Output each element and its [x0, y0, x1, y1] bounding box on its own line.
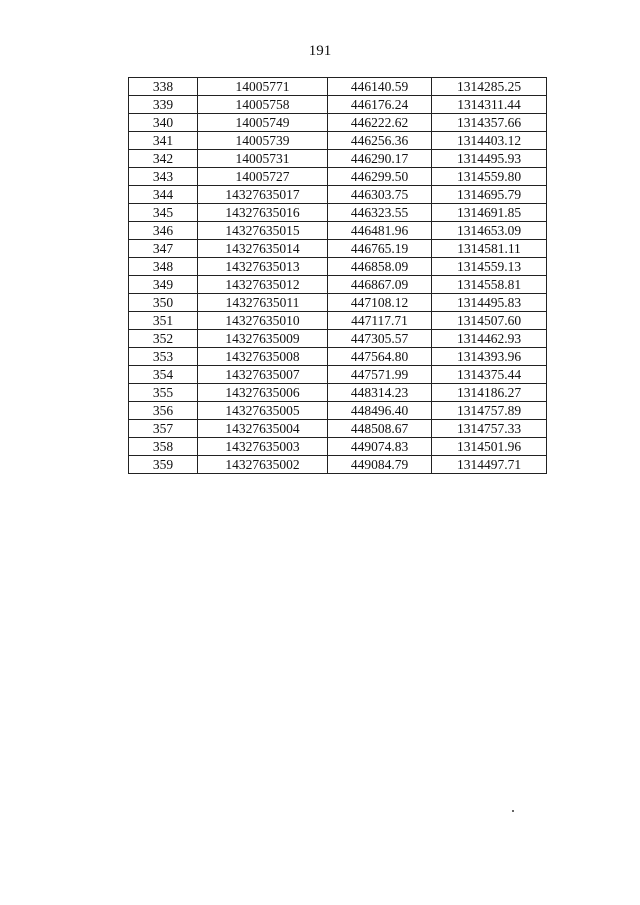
point-id-cell: 14005749: [198, 114, 328, 132]
point-number-cell: 352: [129, 330, 198, 348]
table-row: [129, 222, 547, 240]
point-number-cell: 349: [129, 276, 198, 294]
scan-dot: [512, 810, 514, 812]
table-row: [129, 204, 547, 222]
x-coordinate-cell: 448496.40: [328, 402, 432, 420]
point-number-cell: 355: [129, 384, 198, 402]
point-number-cell: 348: [129, 258, 198, 276]
point-id-cell: 14327635012: [198, 276, 328, 294]
point-id-cell: 14327635005: [198, 402, 328, 420]
point-id-cell: 14327635010: [198, 312, 328, 330]
y-coordinate-cell: 1314375.44: [432, 366, 547, 384]
table-body: [129, 78, 547, 474]
table-row: [129, 168, 547, 186]
y-coordinate-cell: 1314757.89: [432, 402, 547, 420]
point-number-cell: 342: [129, 150, 198, 168]
y-coordinate-cell: 1314311.44: [432, 96, 547, 114]
table-row: [129, 438, 547, 456]
x-coordinate-cell: 446256.36: [328, 132, 432, 150]
point-id-cell: 14327635015: [198, 222, 328, 240]
x-coordinate-cell: 446481.96: [328, 222, 432, 240]
x-coordinate-cell: 448314.23: [328, 384, 432, 402]
point-number-cell: 338: [129, 78, 198, 96]
table-row: [129, 186, 547, 204]
point-number-cell: 356: [129, 402, 198, 420]
point-id-cell: 14327635002: [198, 456, 328, 474]
point-number-cell: 350: [129, 294, 198, 312]
table-row: [129, 240, 547, 258]
table-row: [129, 78, 547, 96]
y-coordinate-cell: 1314559.80: [432, 168, 547, 186]
point-number-cell: 351: [129, 312, 198, 330]
x-coordinate-cell: 446303.75: [328, 186, 432, 204]
x-coordinate-cell: 448508.67: [328, 420, 432, 438]
y-coordinate-cell: 1314462.93: [432, 330, 547, 348]
x-coordinate-cell: 446299.50: [328, 168, 432, 186]
y-coordinate-cell: 1314186.27: [432, 384, 547, 402]
table-row: [129, 456, 547, 474]
point-id-cell: 14327635016: [198, 204, 328, 222]
point-id-cell: 14327635008: [198, 348, 328, 366]
y-coordinate-cell: 1314501.96: [432, 438, 547, 456]
table-row: [129, 96, 547, 114]
point-number-cell: 344: [129, 186, 198, 204]
y-coordinate-cell: 1314285.25: [432, 78, 547, 96]
point-number-cell: 354: [129, 366, 198, 384]
point-number-cell: 339: [129, 96, 198, 114]
point-id-cell: 14327635014: [198, 240, 328, 258]
table-row: [129, 258, 547, 276]
x-coordinate-cell: 446222.62: [328, 114, 432, 132]
x-coordinate-cell: 446140.59: [328, 78, 432, 96]
point-number-cell: 358: [129, 438, 198, 456]
point-id-cell: 14005771: [198, 78, 328, 96]
table-row: [129, 366, 547, 384]
point-number-cell: 343: [129, 168, 198, 186]
point-id-cell: 14327635003: [198, 438, 328, 456]
x-coordinate-cell: 447108.12: [328, 294, 432, 312]
table-row: [129, 276, 547, 294]
point-id-cell: 14327635009: [198, 330, 328, 348]
point-id-cell: 14005758: [198, 96, 328, 114]
table-row: [129, 330, 547, 348]
table-row: [129, 348, 547, 366]
y-coordinate-cell: 1314558.81: [432, 276, 547, 294]
coordinates-table: [128, 77, 547, 474]
point-number-cell: 340: [129, 114, 198, 132]
point-number-cell: 346: [129, 222, 198, 240]
table-row: [129, 420, 547, 438]
point-number-cell: 357: [129, 420, 198, 438]
point-id-cell: 14005731: [198, 150, 328, 168]
table-row: [129, 312, 547, 330]
x-coordinate-cell: 446290.17: [328, 150, 432, 168]
x-coordinate-cell: 447564.80: [328, 348, 432, 366]
point-number-cell: 347: [129, 240, 198, 258]
x-coordinate-cell: 446323.55: [328, 204, 432, 222]
point-id-cell: 14327635004: [198, 420, 328, 438]
table-row: [129, 402, 547, 420]
y-coordinate-cell: 1314559.13: [432, 258, 547, 276]
x-coordinate-cell: 446867.09: [328, 276, 432, 294]
y-coordinate-cell: 1314581.11: [432, 240, 547, 258]
point-id-cell: 14327635007: [198, 366, 328, 384]
y-coordinate-cell: 1314507.60: [432, 312, 547, 330]
point-id-cell: 14005727: [198, 168, 328, 186]
x-coordinate-cell: 446765.19: [328, 240, 432, 258]
y-coordinate-cell: 1314695.79: [432, 186, 547, 204]
x-coordinate-cell: 447117.71: [328, 312, 432, 330]
table-row: [129, 114, 547, 132]
y-coordinate-cell: 1314357.66: [432, 114, 547, 132]
y-coordinate-cell: 1314691.85: [432, 204, 547, 222]
point-id-cell: 14327635017: [198, 186, 328, 204]
x-coordinate-cell: 446176.24: [328, 96, 432, 114]
point-id-cell: 14327635013: [198, 258, 328, 276]
table-row: [129, 294, 547, 312]
y-coordinate-cell: 1314393.96: [432, 348, 547, 366]
table-row: [129, 132, 547, 150]
table-row: [129, 384, 547, 402]
point-id-cell: 14327635006: [198, 384, 328, 402]
point-number-cell: 359: [129, 456, 198, 474]
page-number: 191: [308, 43, 332, 59]
y-coordinate-cell: 1314403.12: [432, 132, 547, 150]
point-id-cell: 14005739: [198, 132, 328, 150]
x-coordinate-cell: 447571.99: [328, 366, 432, 384]
x-coordinate-cell: 449084.79: [328, 456, 432, 474]
table-row: [129, 150, 547, 168]
x-coordinate-cell: 446858.09: [328, 258, 432, 276]
point-number-cell: 341: [129, 132, 198, 150]
point-id-cell: 14327635011: [198, 294, 328, 312]
y-coordinate-cell: 1314653.09: [432, 222, 547, 240]
point-number-cell: 353: [129, 348, 198, 366]
x-coordinate-cell: 449074.83: [328, 438, 432, 456]
y-coordinate-cell: 1314495.93: [432, 150, 547, 168]
y-coordinate-cell: 1314497.71: [432, 456, 547, 474]
x-coordinate-cell: 447305.57: [328, 330, 432, 348]
y-coordinate-cell: 1314757.33: [432, 420, 547, 438]
point-number-cell: 345: [129, 204, 198, 222]
y-coordinate-cell: 1314495.83: [432, 294, 547, 312]
